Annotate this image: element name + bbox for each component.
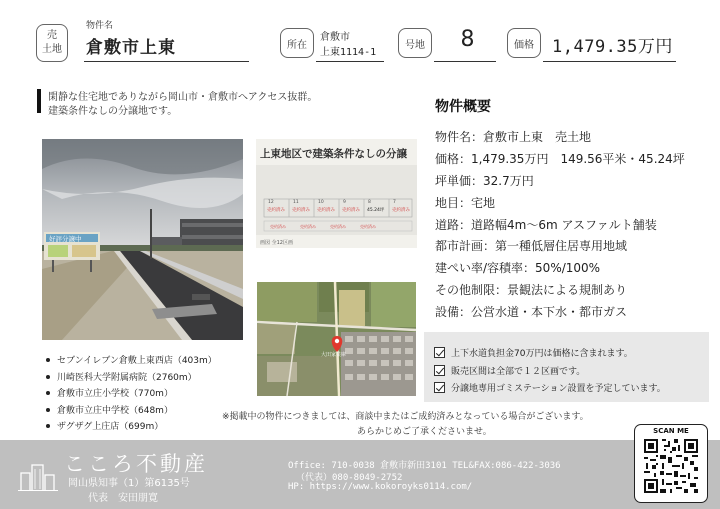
sold-mark: 売約済み	[267, 208, 285, 213]
note-text: 販売区間は全部で１２区画です。	[451, 367, 586, 377]
sold-mark: 売約済み	[317, 208, 335, 213]
location-line2: 上東1114-1	[320, 47, 377, 58]
note-text: 上下水道負担金70万円は価格に含まれます。	[451, 349, 633, 359]
lot-plan-image	[256, 139, 417, 248]
sold-mark: 売約済み	[342, 208, 360, 213]
sold-mark: 売約済み	[300, 224, 316, 229]
lot-num-12: 12	[268, 200, 274, 205]
lot-num-9: 9	[343, 200, 346, 205]
sign-text: 好評分譲中	[49, 235, 82, 243]
overview-line: 道路：道路幅4m～6m アスファルト舗装	[435, 218, 657, 232]
checkbox-icon	[434, 347, 445, 358]
company-name: こころ不動産	[64, 452, 208, 476]
property-type-badge	[36, 24, 68, 62]
office-address: Office: 710-0038 倉敷市新田3101 TEL&FAX:086-422-3036	[288, 461, 561, 471]
checkbox-icon	[434, 382, 445, 393]
nearby-text: ザグザグ上庄店（699m）	[57, 422, 164, 432]
overview-line: 坪単価：32.7万円	[435, 174, 534, 188]
overview-line: 価格：1,479.35万円 149.56平米・45.24坪	[435, 152, 685, 166]
homepage-link[interactable]: HP: https://www.kokoroyks0114.com/	[288, 482, 473, 492]
property-name: 倉敷市上東	[86, 38, 176, 58]
building-logo-icon	[18, 463, 58, 491]
sold-mark: 売約済み	[330, 224, 346, 229]
bullet-icon	[46, 375, 50, 379]
sold-mark: 売約済み	[360, 224, 376, 229]
note-item	[434, 346, 633, 359]
plan-caption: 画図 全12区画	[260, 240, 293, 246]
property-name-label: 物件名	[86, 21, 114, 31]
overview-line: 地目：宅地	[435, 196, 496, 210]
lot-area: 45.24坪	[367, 208, 385, 213]
sold-mark: 売約済み	[292, 208, 310, 213]
bullet-icon	[46, 424, 50, 428]
note-item	[434, 381, 666, 394]
price-label: 価格	[507, 28, 541, 58]
sold-mark: 売約済み	[392, 208, 410, 213]
overview-line: 物件名：倉敷市上東 売土地	[435, 130, 592, 144]
overview-line: 設備：公営水道・本下水・都市ガス	[435, 305, 628, 319]
plan-title: 上東地区で建築条件なしの分譲	[260, 148, 407, 160]
nearby-text: セブンイレブン倉敷上東西店（403m）	[57, 356, 217, 366]
location-underline	[316, 61, 384, 62]
mobile-number: （代表）080-8049-2752	[296, 473, 403, 483]
price-underline	[543, 61, 676, 62]
note-item	[434, 364, 585, 377]
lot-num-10: 10	[318, 200, 324, 205]
lot-num-7: 7	[393, 200, 396, 205]
lot-underline	[434, 61, 496, 62]
lot-label: 号地	[398, 28, 432, 58]
location-value	[320, 30, 376, 60]
license-number: 岡山県知事（1）第6135号	[68, 478, 190, 489]
nearby-item	[46, 370, 197, 383]
location-line1: 倉敷市	[320, 32, 350, 43]
overview-line: 都市計画：第一種低層住居専用地域	[435, 239, 628, 253]
intro-line-2: 建築条件なしの分譲地です。	[48, 106, 178, 117]
lot-number: 8	[460, 27, 475, 52]
nearby-item	[46, 353, 217, 366]
map-label: 大田家業庫	[321, 352, 347, 358]
disclaimer-line-2: あらかじめご了承くださいませ。	[357, 427, 492, 437]
representative: 代表 安田朋寛	[88, 493, 158, 504]
price-value: 1,479.35万円	[552, 37, 673, 57]
overview-line: 建ぺい率/容積率：50%/100%	[435, 261, 601, 275]
nearby-text: 倉敷市立庄小学校（770m）	[57, 389, 173, 399]
property-type-line2: 土地	[42, 44, 62, 55]
qr-label: SCAN ME	[653, 427, 689, 435]
overview-title: 物件概要	[435, 99, 491, 115]
location-label: 所在	[280, 28, 314, 58]
name-underline	[84, 61, 249, 62]
disclaimer-line-1: ※掲載中の物件につきましては、商談中またはご成約済みとなっている場合がございます。	[222, 412, 589, 422]
intro-accent-bar	[37, 89, 41, 113]
nearby-item	[46, 403, 173, 416]
nearby-item	[46, 386, 173, 399]
nearby-text: 川崎医科大学附属病院（2760m）	[57, 373, 197, 383]
sold-mark: 売約済み	[270, 224, 286, 229]
bullet-icon	[46, 408, 50, 412]
location-map	[257, 282, 416, 396]
qr-code[interactable]	[642, 437, 700, 495]
nearby-item	[46, 419, 163, 432]
bullet-icon	[46, 391, 50, 395]
bullet-icon	[46, 358, 50, 362]
overview-line: その他制限：景観法による規制あり	[435, 283, 628, 297]
lot-num-11: 11	[293, 200, 299, 205]
property-type-line1: 売	[47, 30, 57, 41]
nearby-text: 倉敷市立庄中学校（648m）	[57, 406, 173, 416]
note-text: 分譲地専用ゴミステーション設置を予定しています。	[451, 384, 666, 394]
street-photo	[42, 139, 243, 340]
checkbox-icon	[434, 365, 445, 376]
lot-num-8: 8	[368, 200, 371, 205]
intro-line-1: 閑静な住宅地でありながら岡山市・倉敷市へアクセス抜群。	[48, 92, 318, 103]
